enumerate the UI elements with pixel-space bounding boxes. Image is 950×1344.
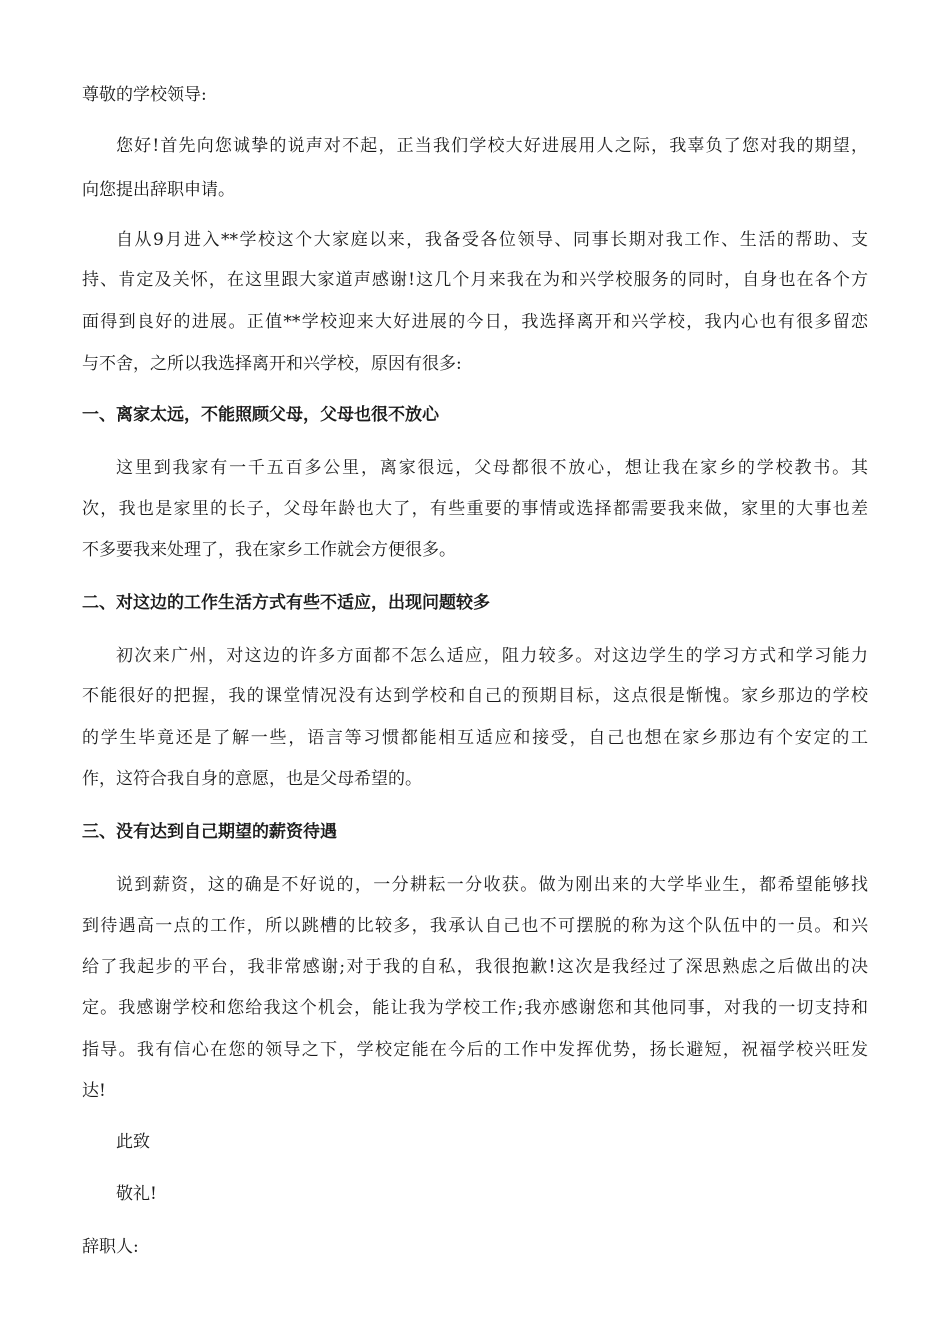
paragraph-reason-one-line: 这里到我家有一千五百多公里，离家很远，父母都很不放心，想让我在家乡的学校教书。其 <box>116 458 868 478</box>
closing-line: 此致 <box>116 1132 150 1152</box>
paragraph-reason-three-line: 说到薪资，这的确是不好说的，一分耕耘一分收获。做为刚出来的大学毕业生，都希望能够找 <box>116 875 868 895</box>
paragraph-reason-one-line: 不多要我来处理了，我在家乡工作就会方便很多。 <box>82 540 456 560</box>
paragraph-reason-one-line: 次，我也是家里的长子，父母年龄也大了，有些重要的事情或选择都需要我来做，家里的大事也差 <box>82 499 868 519</box>
paragraph-gratitude-line: 面得到良好的进展。正值**学校迎来大好进展的今日，我选择离开和兴学校，我内心也有很多留恋 <box>82 312 868 332</box>
paragraph-gratitude-line: 自从9月进入**学校这个大家庭以来，我备受各位领导、同事长期对我工作、生活的帮助、支 <box>116 230 868 250</box>
paragraph-reason-two-line: 初次来广州，对这边的许多方面都不怎么适应，阻力较多。对这边学生的学习方式和学习能力 <box>116 646 868 666</box>
paragraph-gratitude-line: 持、肯定及关怀，在这里跟大家道声感谢!这几个月来我在为和兴学校服务的同时，自身也在各个方 <box>82 270 868 290</box>
paragraph-reason-three-line: 定。我感谢学校和您给我这个机会，能让我为学校工作;我亦感谢您和其他同事，对我的一切支持和 <box>82 998 868 1018</box>
salutation: 尊敬的学校领导: <box>82 85 207 105</box>
paragraph-apology-line: 您好!首先向您诚挚的说声对不起，正当我们学校大好进展用人之际，我辜负了您对我的期望， <box>116 136 868 156</box>
heading-reason-two: 二、对这边的工作生活方式有些不适应，出现问题较多 <box>82 593 490 613</box>
paragraph-reason-three-line: 指导。我有信心在您的领导之下，学校定能在今后的工作中发挥优势，扬长避短，祝福学校兴旺发 <box>82 1040 868 1060</box>
paragraph-reason-three-line: 到待遇高一点的工作，所以跳槽的比较多，我承认自己也不可摆脱的称为这个队伍中的一员。和兴 <box>82 916 868 936</box>
paragraph-reason-three-line: 达! <box>82 1081 106 1101</box>
heading-reason-three: 三、没有达到自己期望的薪资待遇 <box>82 822 337 842</box>
signature-label: 辞职人: <box>82 1237 139 1257</box>
paragraph-reason-two-line: 不能很好的把握，我的课堂情况没有达到学校和自己的预期目标，这点很是惭愧。家乡那边的学校 <box>82 686 868 706</box>
paragraph-reason-two-line: 的学生毕竟还是了解一些，语言等习惯都能相互适应和接受，自己也想在家乡那边有个安定的工 <box>82 728 868 748</box>
paragraph-reason-three-line: 给了我起步的平台，我非常感谢;对于我的自私，我很抱歉!这次是我经过了深思熟虑之后做出的决 <box>82 957 868 977</box>
paragraph-reason-two-line: 作，这符合我自身的意愿，也是父母希望的。 <box>82 769 422 789</box>
paragraph-apology-line: 向您提出辞职申请。 <box>82 180 235 200</box>
paragraph-gratitude-line: 与不舍，之所以我选择离开和兴学校，原因有很多: <box>82 354 462 374</box>
closing-regards: 敬礼! <box>116 1184 157 1204</box>
heading-reason-one: 一、离家太远，不能照顾父母，父母也很不放心 <box>82 405 439 425</box>
